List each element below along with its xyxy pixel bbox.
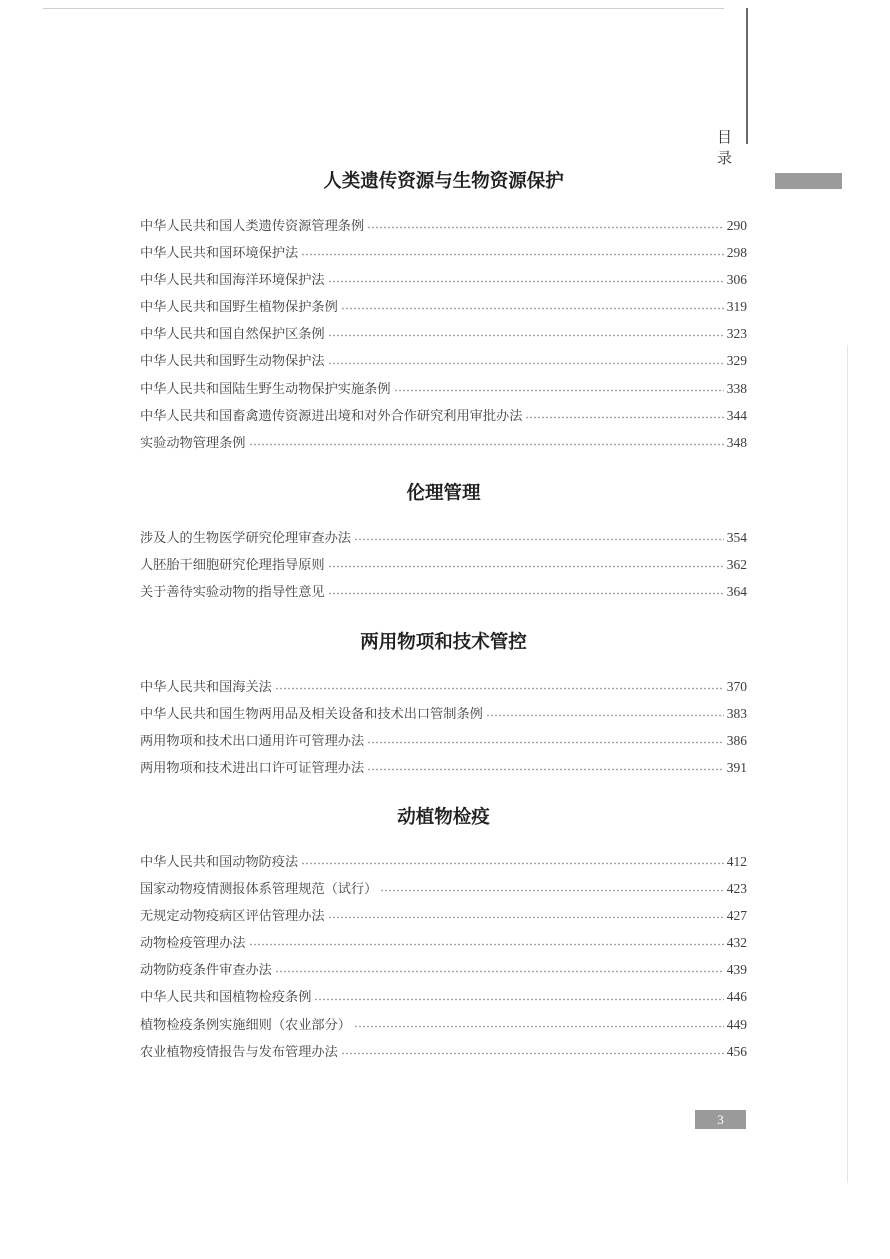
- section-title: 两用物项和技术管控: [360, 632, 527, 653]
- toc-entry-page: 354: [726, 530, 747, 545]
- toc-entry[interactable]: [140, 239, 747, 266]
- toc-list: [140, 524, 747, 605]
- toc-entry[interactable]: [140, 1038, 747, 1065]
- toc-section: [140, 169, 747, 456]
- toc-entry-title: 中华人民共和国植物检疫条例: [140, 990, 312, 1006]
- top-rule: [43, 8, 724, 9]
- toc-entry-title: 两用物项和技术进出口许可证管理办法: [140, 761, 365, 777]
- dot-leader: [275, 970, 724, 973]
- toc-entry[interactable]: [140, 1011, 747, 1038]
- toc-entry-title: 无规定动物疫病区评估管理办法: [140, 909, 325, 925]
- toc-entry[interactable]: [140, 929, 747, 956]
- dot-leader: [249, 943, 724, 946]
- toc-entry[interactable]: [140, 524, 747, 551]
- toc-entry-title: 涉及人的生物医学研究伦理审查办法: [140, 531, 351, 546]
- toc-entry[interactable]: [140, 700, 747, 727]
- toc-entry[interactable]: [140, 402, 747, 429]
- section-title: 伦理管理: [406, 483, 481, 504]
- running-header: 目 录: [716, 128, 740, 167]
- page-number: 3: [695, 1110, 746, 1129]
- side-thumb-tab: [775, 173, 842, 189]
- toc-entry-page: 446: [726, 989, 747, 1005]
- toc-entry-title: 国家动物疫情测报体系管理规范（试行）: [140, 882, 378, 898]
- toc-entry-title: 农业植物疫情报告与发布管理办法: [140, 1044, 338, 1060]
- toc-entry-page: 348: [726, 434, 747, 450]
- toc-entry[interactable]: [140, 293, 747, 320]
- toc-entry-page: 290: [726, 218, 747, 233]
- dot-leader: [341, 307, 724, 310]
- toc-entry-title: 动物检疫管理办法: [140, 936, 246, 952]
- toc-entry-title: 中华人民共和国野生植物保护条例: [140, 300, 338, 316]
- dot-leader: [328, 565, 724, 568]
- toc-list: [140, 212, 747, 456]
- toc-entry[interactable]: [140, 727, 747, 754]
- toc-entry[interactable]: [140, 375, 747, 402]
- toc-entry-page: 427: [726, 908, 747, 924]
- toc-entry[interactable]: [140, 429, 747, 456]
- dot-leader: [328, 280, 724, 283]
- toc-entry-page: 412: [726, 854, 747, 869]
- toc-entry[interactable]: [140, 551, 747, 578]
- header-vertical-rule: [746, 8, 748, 144]
- dot-leader: [367, 768, 724, 771]
- toc-entry-title: 中华人民共和国环境保护法: [140, 246, 299, 262]
- toc-entry-title: 中华人民共和国生物两用品及相关设备和技术出口管制条例: [140, 707, 483, 723]
- toc-entry-page: 439: [726, 962, 747, 978]
- toc-entry-title: 中华人民共和国海关法: [140, 680, 272, 695]
- toc-list: [140, 848, 747, 1065]
- toc-entry[interactable]: [140, 902, 747, 929]
- toc-entry[interactable]: [140, 673, 747, 700]
- dot-leader: [249, 443, 724, 446]
- toc-entry-title: 中华人民共和国陆生野生动物保护实施条例: [140, 381, 391, 397]
- dot-leader: [341, 1052, 724, 1055]
- dot-leader: [275, 687, 724, 690]
- dot-leader: [367, 741, 724, 744]
- dot-leader: [328, 362, 724, 365]
- toc-entry-page: 449: [726, 1016, 747, 1032]
- toc-entry-title: 植物检疫条例实施细则（农业部分）: [140, 1017, 351, 1033]
- toc-entry-page: 432: [726, 935, 747, 951]
- toc-entry-page: 298: [726, 245, 747, 261]
- toc-entry[interactable]: [140, 956, 747, 983]
- toc-section: [140, 630, 747, 781]
- toc-entry-title: 中华人民共和国人类遗传资源管理条例: [140, 219, 365, 234]
- toc-entry-page: 364: [726, 584, 747, 600]
- toc-entry-title: 中华人民共和国野生动物保护法: [140, 354, 325, 370]
- dot-leader: [301, 862, 724, 865]
- dot-leader: [367, 226, 724, 229]
- toc-entry-title: 动物防疫条件审查办法: [140, 963, 272, 979]
- toc-entry[interactable]: [140, 347, 747, 374]
- toc-entry-page: 370: [726, 679, 747, 694]
- toc-entry-page: 329: [726, 353, 747, 369]
- dot-leader: [301, 253, 724, 256]
- toc-entry-page: 386: [726, 733, 747, 749]
- toc-section: [140, 481, 747, 605]
- toc-entry[interactable]: [140, 578, 747, 605]
- dot-leader: [525, 416, 723, 419]
- toc-entry-title: 人胚胎干细胞研究伦理指导原则: [140, 558, 325, 574]
- toc-entry-title: 关于善待实验动物的指导性意见: [140, 585, 325, 601]
- toc-entry-title: 中华人民共和国海洋环境保护法: [140, 273, 325, 289]
- dot-leader: [328, 592, 724, 595]
- dot-leader: [380, 889, 723, 892]
- toc-section: [140, 805, 747, 1065]
- toc-entry-page: 391: [726, 760, 747, 776]
- toc-entry[interactable]: [140, 875, 747, 902]
- toc-entry-title: 实验动物管理条例: [140, 435, 246, 451]
- toc-entry-page: 383: [726, 706, 747, 722]
- toc-entry-page: 319: [726, 299, 747, 315]
- toc-entry-title: 中华人民共和国动物防疫法: [140, 855, 299, 870]
- toc-entry[interactable]: [140, 320, 747, 347]
- toc-entry-title: 两用物项和技术出口通用许可管理办法: [140, 734, 365, 750]
- toc-entry-page: 338: [726, 380, 747, 396]
- toc-entry-page: 323: [726, 326, 747, 342]
- dot-leader: [354, 1025, 724, 1028]
- toc-entry[interactable]: [140, 848, 747, 875]
- dot-leader: [328, 334, 724, 337]
- toc-entry[interactable]: [140, 754, 747, 781]
- toc-entry-page: 306: [726, 272, 747, 288]
- section-title: 动植物检疫: [397, 807, 490, 828]
- dot-leader: [486, 714, 724, 717]
- dot-leader: [354, 538, 724, 541]
- toc-entry[interactable]: [140, 266, 747, 293]
- toc-entry[interactable]: [140, 212, 747, 239]
- toc-list: [140, 673, 747, 781]
- toc-entry[interactable]: [140, 983, 747, 1010]
- page-edge-line: [847, 345, 848, 1183]
- dot-leader: [314, 998, 723, 1001]
- toc-entry-page: 456: [726, 1043, 747, 1059]
- toc-entry-page: 344: [726, 407, 747, 423]
- toc-entry-title: 中华人民共和国畜禽遗传资源进出境和对外合作研究利用审批办法: [140, 408, 523, 424]
- toc-entry-page: 362: [726, 557, 747, 573]
- toc-entry-title: 中华人民共和国自然保护区条例: [140, 327, 325, 343]
- dot-leader: [394, 389, 724, 392]
- toc-entry-page: 423: [726, 881, 747, 897]
- section-title: 人类遗传资源与生物资源保护: [323, 171, 564, 192]
- dot-leader: [328, 916, 724, 919]
